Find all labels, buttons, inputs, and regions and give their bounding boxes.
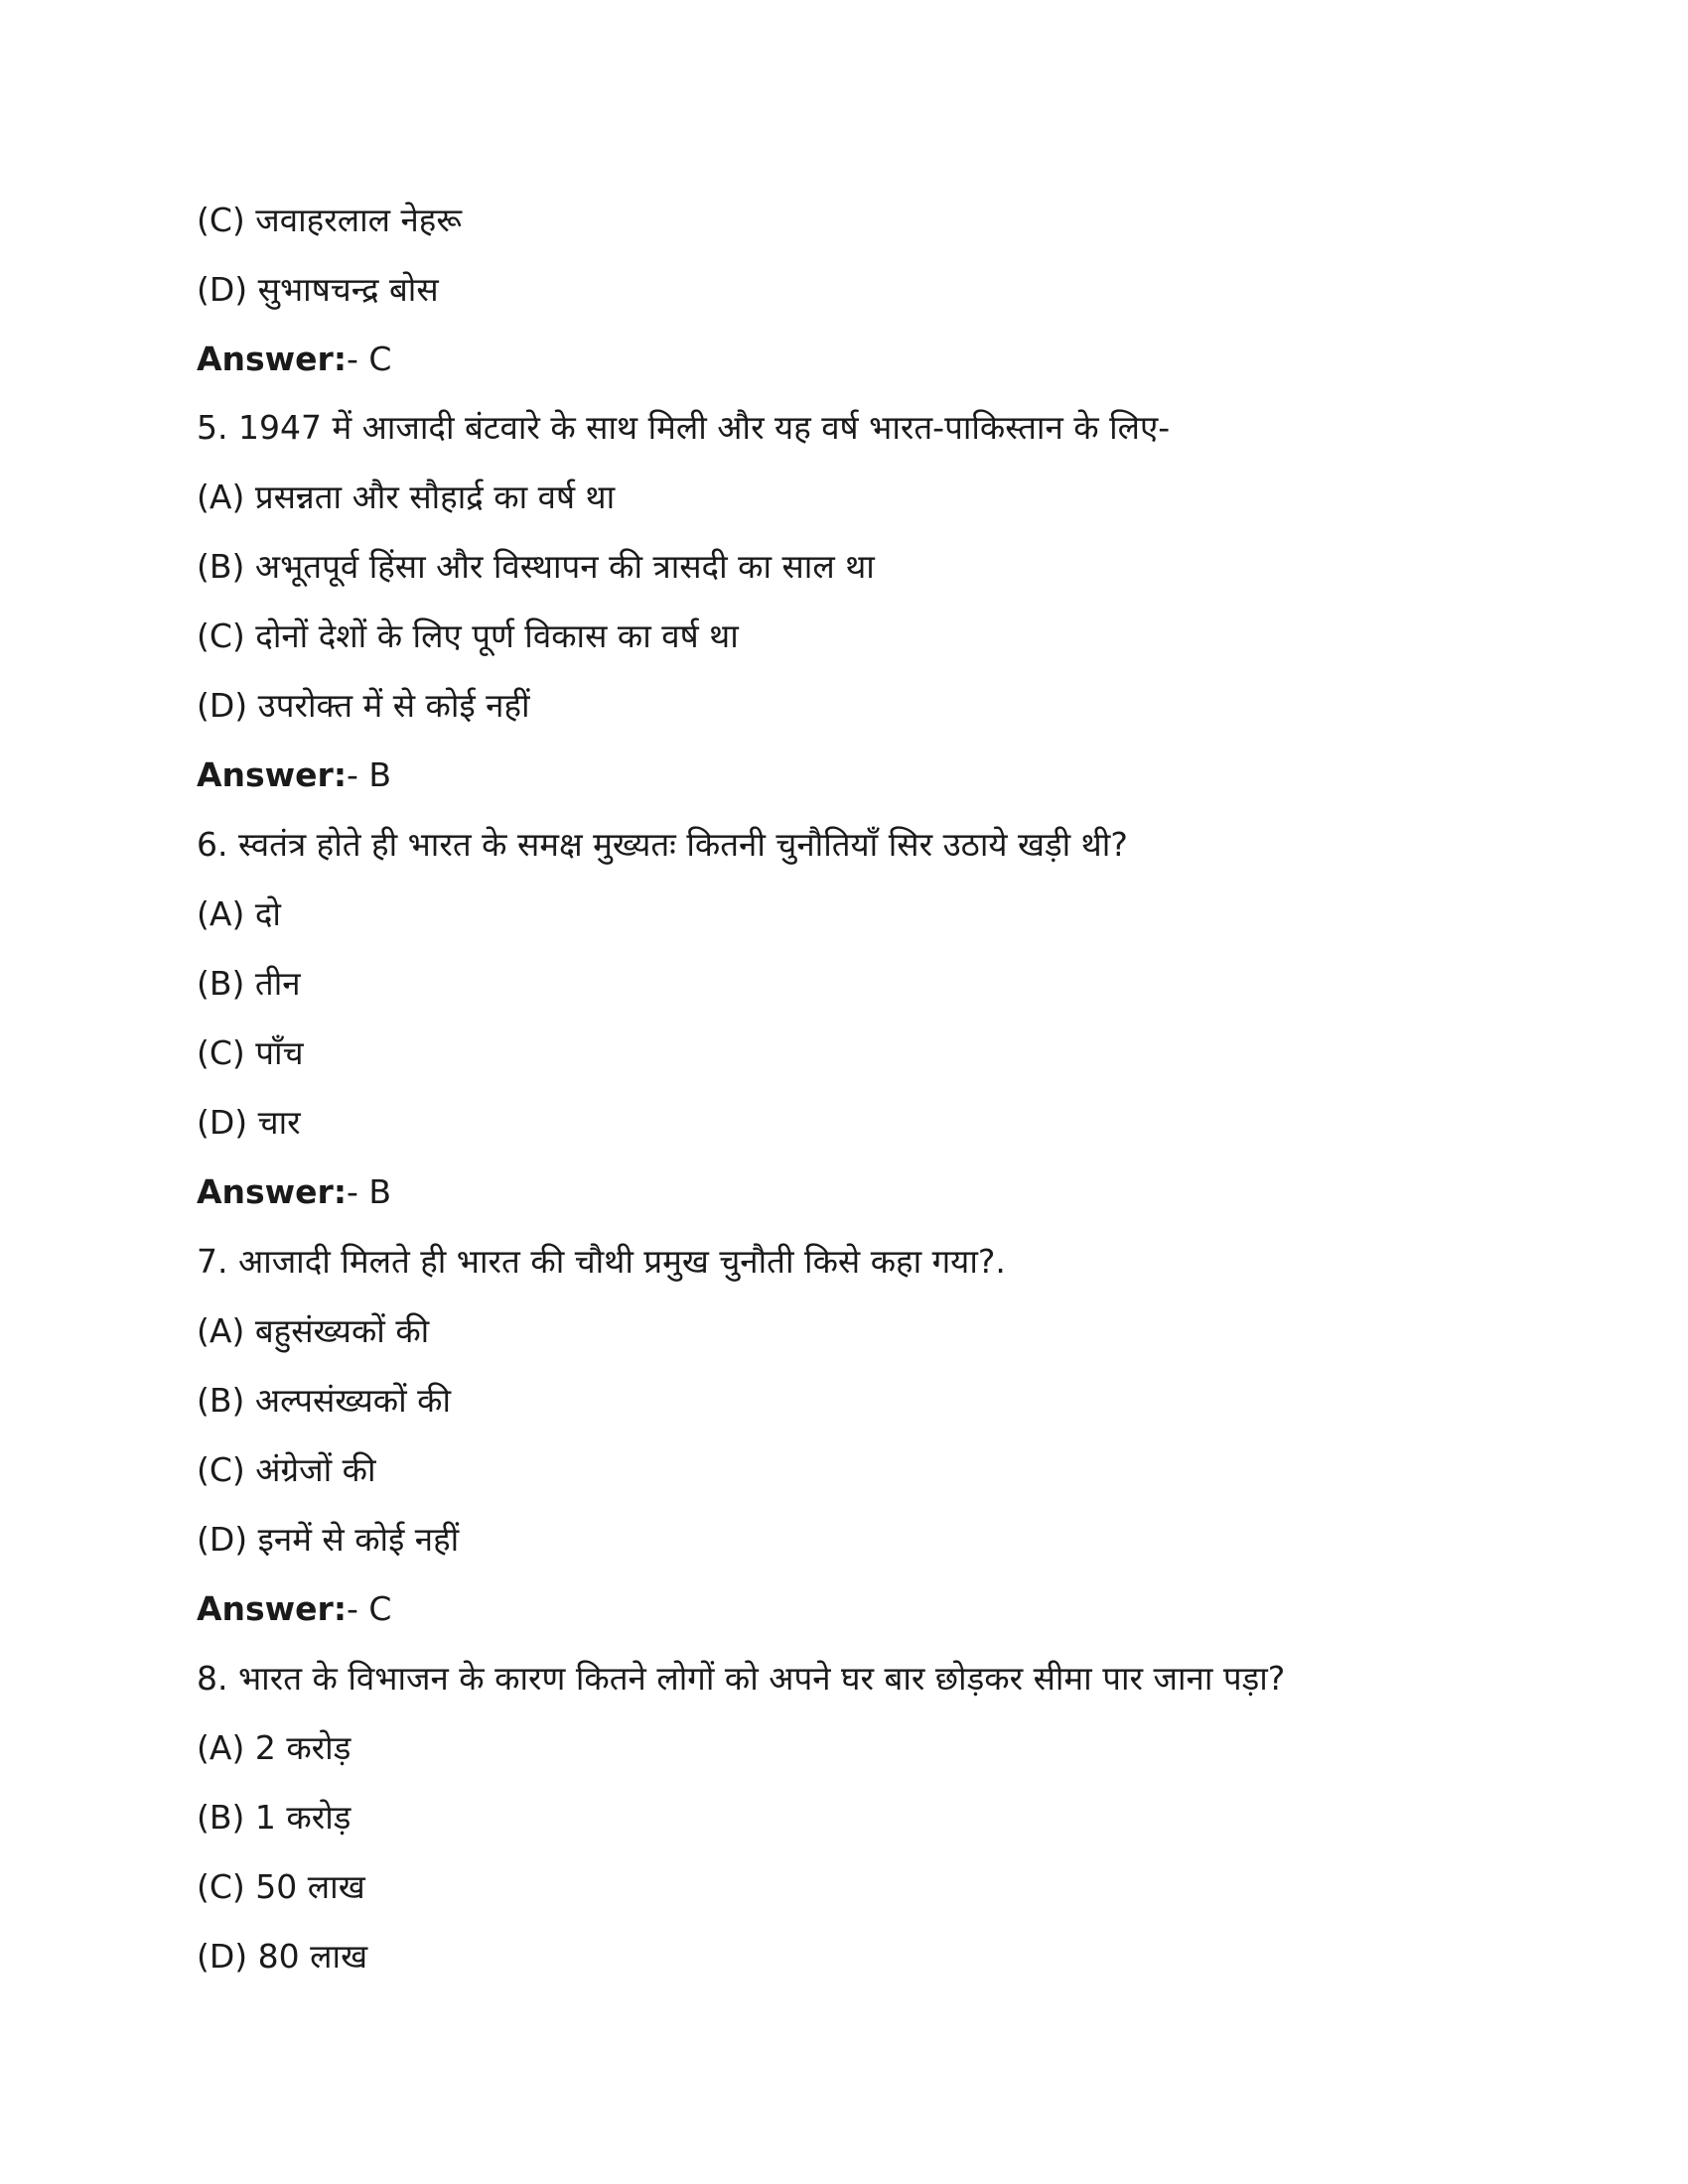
q6-question: 6. स्वतंत्र होते ही भारत के समक्ष मुख्यतः कितनी चुनौतियाँ सिर उठाये खड़ी थी? (197, 825, 1128, 864)
q5-answer: Answer:- B (197, 755, 392, 794)
q6-option-a: (A) दो (197, 894, 281, 933)
q5-option-d: (D) उपरोक्त में से कोई नहीं (197, 686, 530, 725)
q6-option-b: (B) तीन (197, 964, 301, 1003)
q7-option-d: (D) इनमें से कोई नहीं (197, 1520, 460, 1559)
q8-option-c: (C) 50 लाख (197, 1867, 365, 1906)
q8-question: 8. भारत के विभाजन के कारण कितने लोगों को अपने घर बार छोड़कर सीमा पार जाना पड़ा? (197, 1659, 1286, 1698)
q8-option-d: (D) 80 लाख (197, 1937, 368, 1976)
q4-option-d: (D) सुभाषचन्द्र बोस (197, 270, 439, 309)
q6-option-c: (C) पाँच (197, 1033, 304, 1072)
q8-option-a: (A) 2 करोड़ (197, 1728, 352, 1767)
q4-answer: Answer:- C (197, 340, 392, 378)
q4-option-c: (C) जवाहरलाल नेहरू (197, 201, 462, 239)
q7-answer: Answer:- C (197, 1589, 392, 1628)
q5-option-b: (B) अभूतपूर्व हिंसा और विस्थापन की त्रासदी का साल था (197, 547, 875, 586)
q7-option-b: (B) अल्पसंख्यकों की (197, 1381, 452, 1420)
q7-option-a: (A) बहुसंख्यकों की (197, 1311, 430, 1350)
q8-option-b: (B) 1 करोड़ (197, 1798, 352, 1837)
q5-option-a: (A) प्रसन्नता और सौहार्द्र का वर्ष था (197, 478, 616, 516)
q6-option-d: (D) चार (197, 1103, 301, 1142)
q5-option-c: (C) दोनों देशों के लिए पूर्ण विकास का वर्ष था (197, 616, 739, 655)
q6-answer: Answer:- B (197, 1172, 392, 1211)
q7-question: 7. आजादी मिलते ही भारत की चौथी प्रमुख चुनौती किसे कहा गया?. (197, 1242, 1006, 1281)
q5-question: 5. 1947 में आजादी बंटवारे के साथ मिली और यह वर्ष भारत-पाकिस्तान के लिए- (197, 408, 1171, 447)
q7-option-c: (C) अंग्रेजों की (197, 1450, 376, 1489)
